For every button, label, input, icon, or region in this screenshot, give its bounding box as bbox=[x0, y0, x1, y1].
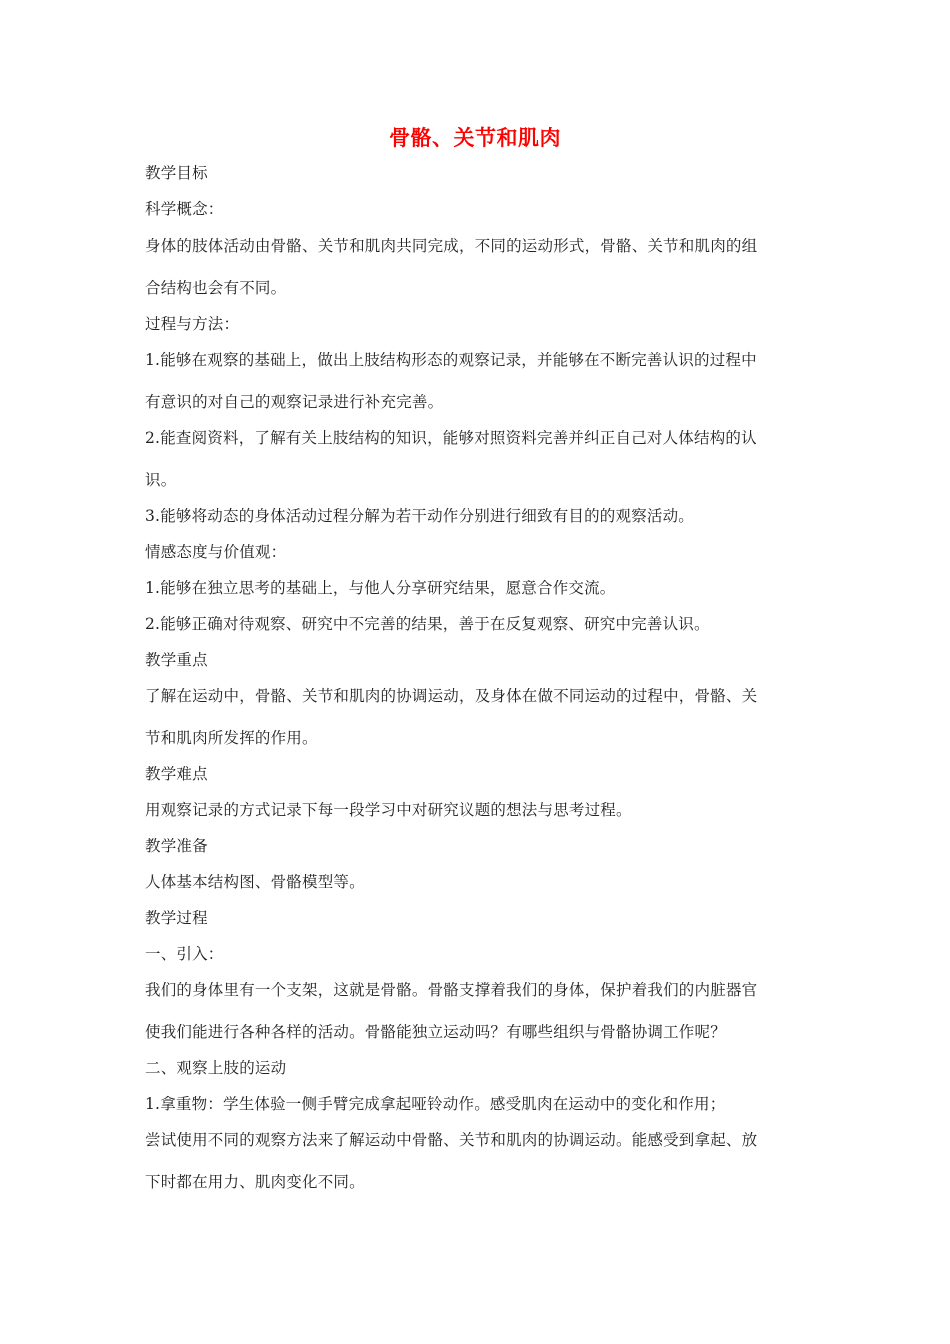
heading-process-methods: 过程与方法： bbox=[145, 315, 240, 333]
paragraph-line: 我们的身体里有一个支架，这就是骨骼。骨骼支撑着我们的身体，保护着我们的内脏器官 bbox=[145, 981, 758, 999]
paragraph-line: 3.能够将动态的身体活动过程分解为若干动作分别进行细致有目的的观察活动。 bbox=[145, 507, 694, 525]
paragraph-line: 识。 bbox=[145, 471, 177, 489]
paragraph-line: 节和肌肉所发挥的作用。 bbox=[145, 729, 318, 747]
paragraph-line: 使我们能进行各种各样的活动。骨骼能独立运动吗？有哪些组织与骨骼协调工作呢？ bbox=[145, 1023, 726, 1041]
paragraph-line: 用观察记录的方式记录下每一段学习中对研究议题的想法与思考过程。 bbox=[145, 801, 632, 819]
paragraph-line: 1.能够在观察的基础上，做出上肢结构形态的观察记录，并能够在不断完善认识的过程中 bbox=[145, 351, 757, 369]
heading-introduction: 一、引入： bbox=[145, 945, 224, 963]
paragraph-line: 下时都在用力、肌肉变化不同。 bbox=[145, 1173, 365, 1191]
heading-attitudes-values: 情感态度与价值观： bbox=[145, 543, 287, 561]
paragraph-line: 身体的肢体活动由骨骼、关节和肌肉共同完成，不同的运动形式，骨骼、关节和肌肉的组 bbox=[145, 237, 758, 255]
paragraph-line: 1.拿重物：学生体验一侧手臂完成拿起哑铃动作。感受肌肉在运动中的变化和作用； bbox=[145, 1095, 726, 1113]
heading-science-concepts: 科学概念： bbox=[145, 200, 224, 218]
heading-teaching-objectives: 教学目标 bbox=[145, 164, 208, 182]
heading-preparation: 教学准备 bbox=[145, 837, 208, 855]
heading-teaching-process: 教学过程 bbox=[145, 909, 208, 927]
paragraph-line: 了解在运动中，骨骼、关节和肌肉的协调运动，及身体在做不同运动的过程中，骨骼、关 bbox=[145, 687, 758, 705]
heading-difficulties: 教学难点 bbox=[145, 765, 208, 783]
paragraph-line: 人体基本结构图、骨骼模型等。 bbox=[145, 873, 365, 891]
paragraph-line: 1.能够在独立思考的基础上，与他人分享研究结果，愿意合作交流。 bbox=[145, 579, 616, 597]
document-title: 骨骼、关节和肌肉 bbox=[389, 126, 561, 150]
paragraph-line: 2.能够正确对待观察、研究中不完善的结果，善于在反复观察、研究中完善认识。 bbox=[145, 615, 710, 633]
paragraph-line: 合结构也会有不同。 bbox=[145, 279, 287, 297]
heading-key-points: 教学重点 bbox=[145, 651, 208, 669]
paragraph-line: 尝试使用不同的观察方法来了解运动中骨骼、关节和肌肉的协调运动。能感受到拿起、放 bbox=[145, 1131, 758, 1149]
heading-observe-upper-limb: 二、观察上肢的运动 bbox=[145, 1059, 287, 1077]
paragraph-line: 有意识的对自己的观察记录进行补充完善。 bbox=[145, 393, 444, 411]
paragraph-line: 2.能查阅资料，了解有关上肢结构的知识，能够对照资料完善并纠正自己对人体结构的认 bbox=[145, 429, 757, 447]
